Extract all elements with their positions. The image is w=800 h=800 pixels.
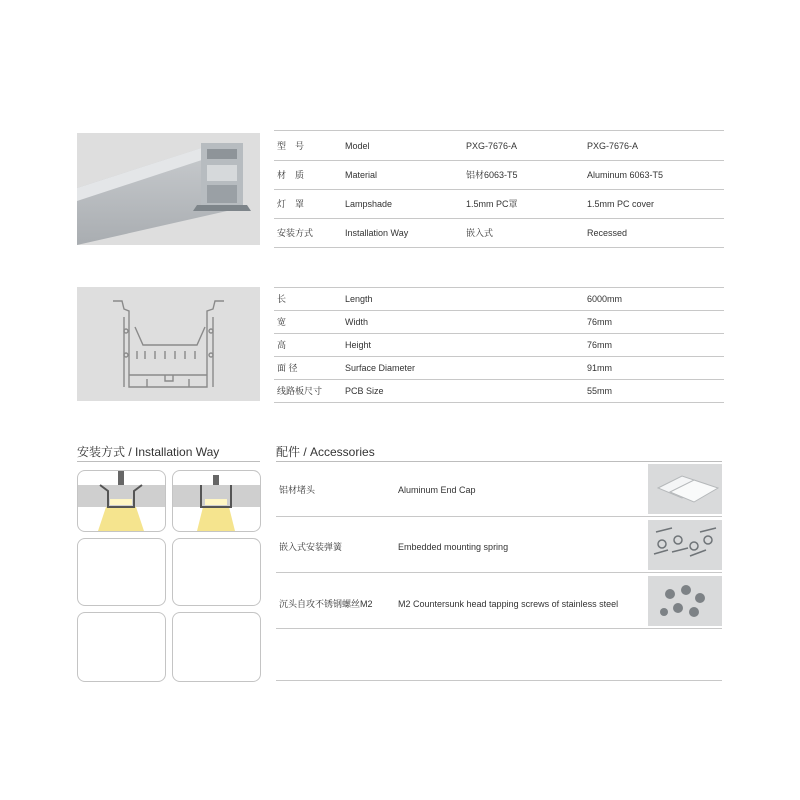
spec-en-label: Model: [345, 141, 370, 151]
spec-value-cn: 1.5mm PC罩: [466, 199, 518, 209]
spec-en-label: Lampshade: [345, 199, 393, 209]
dimension-en-label: Width: [345, 317, 369, 327]
installation-diagram-1: [77, 470, 166, 532]
spec-value-en: 1.5mm PC cover: [587, 199, 655, 209]
table-row-divider: [274, 189, 724, 190]
dimension-cn-label: 线路板尺寸: [277, 386, 323, 396]
dimension-value: 76mm: [587, 317, 613, 327]
accessory-en-name: Aluminum End Cap: [398, 485, 476, 495]
accessory-row-divider: [276, 516, 722, 517]
recessed-install-icon-2: [173, 471, 260, 531]
dimension-en-label: PCB Size: [345, 386, 384, 396]
table-row-divider: [274, 247, 724, 248]
dimension-value: 6000mm: [587, 294, 623, 304]
accessory-row-divider: [276, 572, 722, 573]
dimension-value: 91mm: [587, 363, 613, 373]
table-row-divider: [274, 356, 724, 357]
dimension-en-label: Height: [345, 340, 372, 350]
spec-cn-label: 灯 罩: [277, 199, 305, 209]
spec-value-cn: 嵌入式: [466, 228, 494, 238]
spec-value-en: Recessed: [587, 228, 628, 238]
spec-value-cn: 铝材6063-T5: [466, 170, 518, 180]
spec-value-cn: PXG-7676-A: [466, 141, 518, 151]
dimension-value: 55mm: [587, 386, 613, 396]
end-cap-icon: [648, 464, 722, 514]
cross-section-drawing: [77, 287, 260, 401]
table-row-divider: [274, 379, 724, 380]
accessory-en-name: M2 Countersunk head tapping screws of stainless steel: [398, 599, 619, 609]
installation-diagram-6: [172, 612, 261, 682]
spring-thumb: [648, 520, 722, 570]
accessory-cn-name: 沉头自攻不锈钢螺丝M2: [279, 599, 373, 609]
installation-diagram-2: [172, 470, 261, 532]
accessories-title: 配件 / Accessories: [276, 445, 375, 459]
dimension-cn-label: 面 径: [277, 363, 298, 373]
installation-diagram-5: [77, 612, 166, 682]
recessed-install-icon: [78, 471, 165, 531]
spec-value-en: Aluminum 6063-T5: [587, 170, 664, 180]
spec-value-en: PXG-7676-A: [587, 141, 639, 151]
accessory-cn-name: 铝材堵头: [279, 485, 316, 495]
screws-thumb: [648, 576, 722, 626]
spec-en-label: Material: [345, 170, 378, 180]
spec-cn-label: 型 号: [277, 141, 305, 151]
dimension-en-label: Length: [345, 294, 373, 304]
dimension-en-label: Surface Diameter: [345, 363, 416, 373]
table-row-divider: [274, 402, 724, 403]
accessory-row-divider: [276, 628, 722, 629]
product-photo: [77, 133, 260, 245]
table-row-divider: [274, 218, 724, 219]
table-row-divider: [274, 160, 724, 161]
installation-title: 安装方式 / Installation Way: [77, 445, 220, 459]
spring-icon: [648, 520, 722, 570]
dimension-value: 76mm: [587, 340, 613, 350]
dimension-cn-label: 宽: [277, 317, 287, 327]
screws-icon: [648, 576, 722, 626]
table-row-divider: [274, 333, 724, 334]
spec-en-label: Installation Way: [345, 228, 409, 238]
accessory-cn-name: 嵌入式安装弹簧: [279, 542, 343, 552]
spec-cn-label: 安装方式: [277, 228, 314, 238]
dimension-cn-label: 高: [277, 340, 287, 350]
spec-cn-label: 材 质: [277, 170, 305, 180]
aluminum-profile-icon: [77, 133, 260, 245]
dimension-cn-label: 长: [277, 294, 287, 304]
accessory-en-name: Embedded mounting spring: [398, 542, 509, 552]
profile-section-icon: [77, 287, 260, 401]
end-cap-thumb: [648, 464, 722, 514]
installation-diagram-3: [77, 538, 166, 606]
installation-diagram-4: [172, 538, 261, 606]
table-row-divider: [274, 310, 724, 311]
